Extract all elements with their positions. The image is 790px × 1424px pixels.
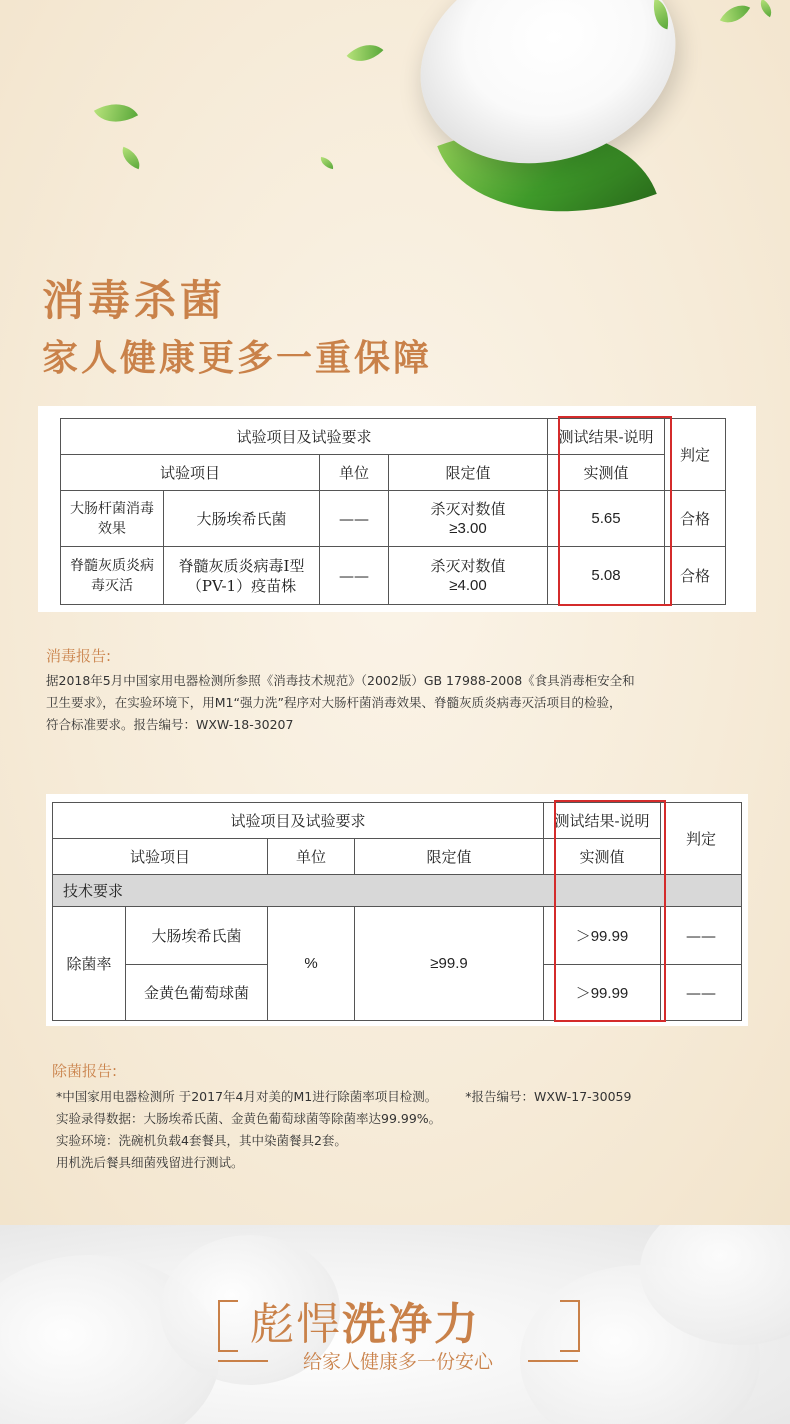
- col-unit-header: 单位: [320, 455, 389, 491]
- row-category: 除菌率: [53, 907, 126, 1021]
- report-line-part: *中国家用电器检测所 于2017年4月对美的M1进行除菌率项目检测。: [56, 1089, 438, 1104]
- report-line: 卫生要求》，在实验环境下，用M1“强力洗”程序对大肠杆菌消毒效果、脊髓灰质炎病毒灭活项目的检验，: [46, 695, 622, 710]
- row-item: 大肠埃希氏菌: [164, 491, 320, 547]
- row-limit-line2: ≥4.00: [449, 576, 487, 594]
- result-highlight-box: [558, 416, 672, 606]
- report-text: [56, 1086, 756, 1174]
- report-number: *报告编号：WXW-17-30059: [465, 1089, 632, 1104]
- result-header: 测试结果-说明: [548, 419, 665, 455]
- row-verdict: 合格: [665, 547, 726, 605]
- verdict-header: 判定: [661, 803, 742, 875]
- col-limit-header: 限定值: [389, 455, 548, 491]
- report-line: 据2018年5月中国家用电器检测所参照《消毒技术规范》（2002版）GB 17988-2008《食具消毒柜安全和: [46, 673, 635, 688]
- footer-sub-slogan: 给家人健康多一份安心: [302, 1351, 493, 1373]
- tech-requirement-row: 技术要求: [53, 875, 742, 907]
- row-unit: ——: [320, 491, 389, 547]
- row-measured: 5.08: [548, 547, 665, 605]
- footer-slogan: [250, 1288, 480, 1352]
- result-header: 测试结果-说明: [544, 803, 661, 839]
- report-line: 符合标准要求。报告编号：WXW-18-30207: [46, 717, 294, 732]
- report-text: [46, 670, 756, 736]
- row-verdict: ——: [661, 965, 742, 1021]
- col-item-header: 试验项目: [61, 455, 320, 491]
- row-limit-line1: 杀灭对数值: [430, 556, 506, 575]
- col-item-header: 试验项目: [53, 839, 268, 875]
- row-unit: ——: [320, 547, 389, 605]
- row-verdict: 合格: [665, 491, 726, 547]
- slogan-bracket-left: [218, 1300, 238, 1352]
- report-title: 消毒报告:: [46, 647, 112, 665]
- report-line: 实验录得数据：大肠埃希氏菌、金黄色葡萄球菌等除菌率达99.99%。: [56, 1111, 442, 1126]
- report-title: 除菌报告:: [52, 1062, 118, 1080]
- report-line: 实验环境：洗碗机负载4套餐具，其中染菌餐具2套。: [56, 1133, 347, 1148]
- row-limit-line1: 杀灭对数值: [430, 499, 506, 518]
- row-unit: %: [268, 907, 355, 1021]
- section-subtitle: 家人健康更多一重保障: [42, 338, 433, 379]
- row-limit: ≥99.9: [355, 907, 544, 1021]
- result-highlight-box: [554, 800, 666, 1022]
- group-header: 试验项目及试验要求: [61, 419, 548, 455]
- row-item-line1: 脊髓灰质炎病毒Ⅰ型: [178, 556, 305, 575]
- section-title: 消毒杀菌: [42, 276, 227, 325]
- row-measured: 5.65: [548, 491, 665, 547]
- group-header: 试验项目及试验要求: [53, 803, 544, 839]
- row-category: 大肠杆菌消毒效果: [61, 491, 164, 547]
- report-line: 用机洗后餐具细菌残留进行测试。: [56, 1155, 244, 1170]
- verdict-header: 判定: [665, 419, 726, 491]
- col-measured-header: 实测值: [544, 839, 661, 875]
- row-limit-line2: ≥3.00: [449, 519, 487, 537]
- col-unit-header: 单位: [268, 839, 355, 875]
- row-measured: ＞99.99: [544, 907, 661, 965]
- col-measured-header: 实测值: [548, 455, 665, 491]
- row-verdict: ——: [661, 907, 742, 965]
- row-item: 大肠埃希氏菌: [126, 907, 268, 965]
- slogan-bracket-right: [560, 1300, 580, 1352]
- slogan-light: 彪悍: [250, 1299, 342, 1350]
- slogan-bold: 洗净力: [342, 1299, 480, 1350]
- row-item-line2: （PV-1）疫苗株: [186, 576, 297, 595]
- row-measured: ＞99.99: [544, 965, 661, 1021]
- row-category: 脊髓灰质炎病毒灭活: [61, 547, 164, 605]
- row-item: 金黄色葡萄球菌: [126, 965, 268, 1021]
- report-line: [56, 1086, 756, 1108]
- col-limit-header: 限定值: [355, 839, 544, 875]
